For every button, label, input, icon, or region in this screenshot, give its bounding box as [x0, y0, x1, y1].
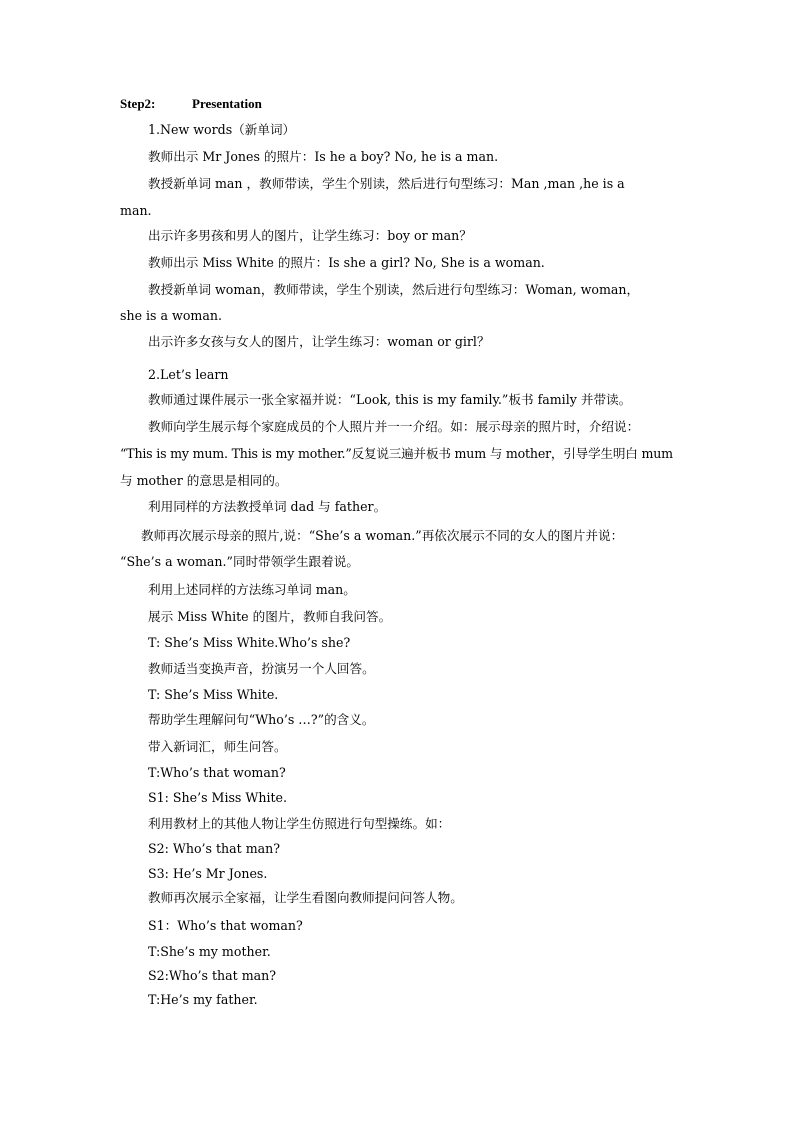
paragraph-line: 教师出示 Miss White 的照片：Is she a girl? No, She is a woman. — [148, 255, 545, 270]
dialogue-line: S1: She’s Miss White. — [148, 790, 287, 805]
dialogue-line: T:She’s my mother. — [148, 944, 271, 959]
paragraph-line: 利用同样的方法教授单词 dad 与 father。 — [148, 499, 387, 514]
paragraph-line: 教师通过课件展示一张全家福并说：“Look, this is my family.”板书 family 并带读。 — [148, 392, 632, 407]
paragraph-line: 帮助学生理解问句“Who’s …?”的含义。 — [148, 712, 375, 727]
dialogue-line: S1：Who’s that woman? — [148, 918, 303, 933]
paragraph-line: 带入新词汇，师生问答。 — [148, 739, 287, 754]
dialogue-line: S3: He’s Mr Jones. — [148, 866, 268, 881]
section-new-words-heading: 1.New words（新单词） — [148, 122, 296, 137]
paragraph-line: “This is my mum. This is my mother.”反复说三遍并板书 mum 与 mother，引导学生明白 mum — [120, 446, 673, 461]
dialogue-line: T:He’s my father. — [148, 992, 258, 1007]
paragraph-line: 教师向学生展示每个家庭成员的个人照片并一一介绍。如：展示母亲的照片时，介绍说： — [148, 419, 640, 434]
step-title: Presentation — [192, 96, 262, 111]
paragraph-line: 教授新单词 woman，教师带读，学生个别读，然后进行句型练习：Woman, woman， — [148, 282, 640, 297]
section-lets-learn-heading: 2.Let’s learn — [148, 367, 229, 382]
paragraph-line: 展示 Miss White 的图片，教师自我问答。 — [148, 609, 392, 624]
paragraph-line: 教授新单词 man ，教师带读，学生个别读，然后进行句型练习：Man ,man ,he is a — [148, 176, 625, 191]
paragraph-line: 出示许多男孩和男人的图片，让学生练习：boy or man？ — [148, 228, 472, 243]
dialogue-line: S2:Who’s that man? — [148, 968, 277, 983]
paragraph-line: 与 mother 的意思是相同的。 — [120, 473, 288, 488]
paragraph-line: 教师出示 Mr Jones 的照片：Is he a boy? No, he is a man. — [148, 149, 499, 164]
step-number: Step2: — [120, 96, 156, 111]
paragraph-line: “She’s a woman.”同时带领学生跟着说。 — [120, 554, 359, 569]
paragraph-line: 教师再次展示全家福，让学生看图向教师提问问答人物。 — [148, 890, 463, 905]
paragraph-line: 利用上述同样的方法练习单词 man。 — [148, 582, 356, 597]
paragraph-line: man. — [120, 203, 152, 218]
paragraph-line: 利用教材上的其他人物让学生仿照进行句型操练。如： — [148, 816, 451, 831]
step-heading — [120, 95, 262, 113]
dialogue-line: T:Who’s that woman? — [148, 765, 286, 780]
paragraph-line: 出示许多女孩与女人的图片，让学生练习：woman or girl？ — [148, 334, 490, 349]
dialogue-line: T: She’s Miss White.Who’s she? — [148, 635, 351, 650]
paragraph-line: 教师适当变换声音，扮演另一个人回答。 — [148, 661, 375, 676]
paragraph-line: 教师再次展示母亲的照片,说：“She’s a woman.”再依次展示不同的女人的图片并说： — [141, 528, 624, 543]
dialogue-line: T: She’s Miss White. — [148, 687, 279, 702]
paragraph-line: she is a woman. — [120, 308, 222, 323]
dialogue-line: S2: Who’s that man? — [148, 841, 281, 856]
